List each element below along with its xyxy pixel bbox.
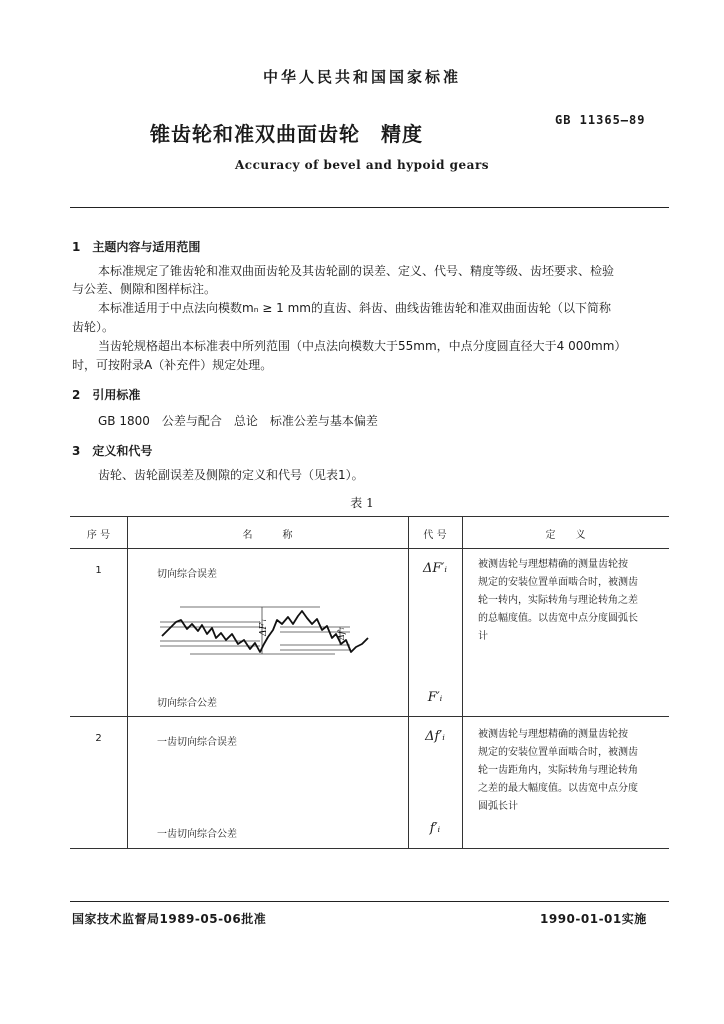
table-header-definition: 定 义: [545, 530, 586, 541]
table-header-rule: [70, 548, 669, 549]
figure-label-big: ΔF′ᵢ: [259, 619, 269, 636]
table-row-symbol-tolerance: f′ᵢ: [429, 821, 441, 836]
table-row-symbol-error: Δf′ᵢ: [425, 729, 445, 744]
standard-number: GB 11365—89: [555, 113, 646, 127]
section-paragraph: 与公差、侧隙和图样标注。: [72, 282, 217, 296]
english-title: Accuracy of bevel and hypoid gears: [234, 158, 490, 172]
table-row-name-tolerance: 一齿切向综合公差: [157, 829, 237, 840]
table-caption: 表 1: [350, 496, 374, 510]
table-row-definition: 被测齿轮与理想精确的测量齿轮按 规定的安装位置单面啮合时，被测齿 轮一转内，实际转角与理论转角之差 的总幅度值。以齿宽中点分度圆弧长 计: [478, 559, 638, 642]
header-divider: [70, 207, 669, 208]
section-heading: 2 引用标准: [72, 388, 141, 402]
approval-text: 国家技术监督局1989-05-06批准: [72, 912, 267, 926]
section-heading: 1 主题内容与适用范围: [72, 240, 201, 254]
table-row-name-tolerance: 切向综合公差: [157, 698, 217, 709]
table-header-no: 序 号: [86, 530, 111, 541]
table-row-definition: 被测齿轮与理想精确的测量齿轮按 规定的安装位置单面啮合时，被测齿 轮一齿距角内，实际转角与理论转角 之差的最大幅度值。以齿宽中点分度 圆弧长计: [478, 729, 638, 812]
tangential-error-figure: [150, 600, 375, 666]
standard-title: 中华人民共和国国家标准: [262, 68, 461, 86]
effective-date: 1990-01-01实施: [540, 912, 647, 926]
table-row-no: 1: [95, 565, 102, 576]
section-paragraph: 本标准适用于中点法向模数mₙ ≥ 1 mm的直齿、斜齿、曲线齿锥齿轮和准双曲面齿轮（以下简称: [98, 301, 611, 315]
table-row-name-error: 切向综合误差: [157, 569, 217, 580]
section-paragraph: 齿轮）。: [72, 320, 115, 334]
section-paragraph: 时，可按附录A（补充件）规定处理。: [72, 358, 273, 372]
footer-divider: [70, 901, 669, 902]
section-paragraph: 齿轮、齿轮副误差及侧隙的定义和代号（见表1）。: [98, 468, 364, 482]
table-row-rule: [70, 716, 669, 717]
table-row-no: 2: [95, 733, 102, 744]
document-title: 锥齿轮和准双曲面齿轮 精度: [150, 122, 423, 146]
table-column-rule: [462, 516, 463, 848]
section-heading: 3 定义和代号: [72, 444, 153, 458]
table-row-name-error: 一齿切向综合误差: [157, 737, 237, 748]
table-bottom-rule: [70, 848, 669, 849]
table-column-rule: [127, 516, 128, 848]
section-paragraph: GB 1800 公差与配合 总论 标准公差与基本偏差: [98, 414, 378, 428]
figure-label-small: Δf′ᵢ: [337, 627, 346, 640]
section-paragraph: 本标准规定了锥齿轮和准双曲面齿轮及其齿轮副的误差、定义、代号、精度等级、齿坯要求、检验: [98, 264, 615, 278]
table-row-symbol-error: ΔF′ᵢ: [423, 561, 447, 576]
table-row-symbol-tolerance: F′ᵢ: [427, 690, 443, 705]
table-header-name: 名 称: [242, 530, 293, 541]
section-paragraph: 当齿轮规格超出本标准表中所列范围（中点法向模数大于55mm，中点分度圆直径大于4 000mm）: [98, 339, 627, 353]
table-top-rule: [70, 516, 669, 517]
table-header-symbol: 代 号: [423, 530, 447, 541]
